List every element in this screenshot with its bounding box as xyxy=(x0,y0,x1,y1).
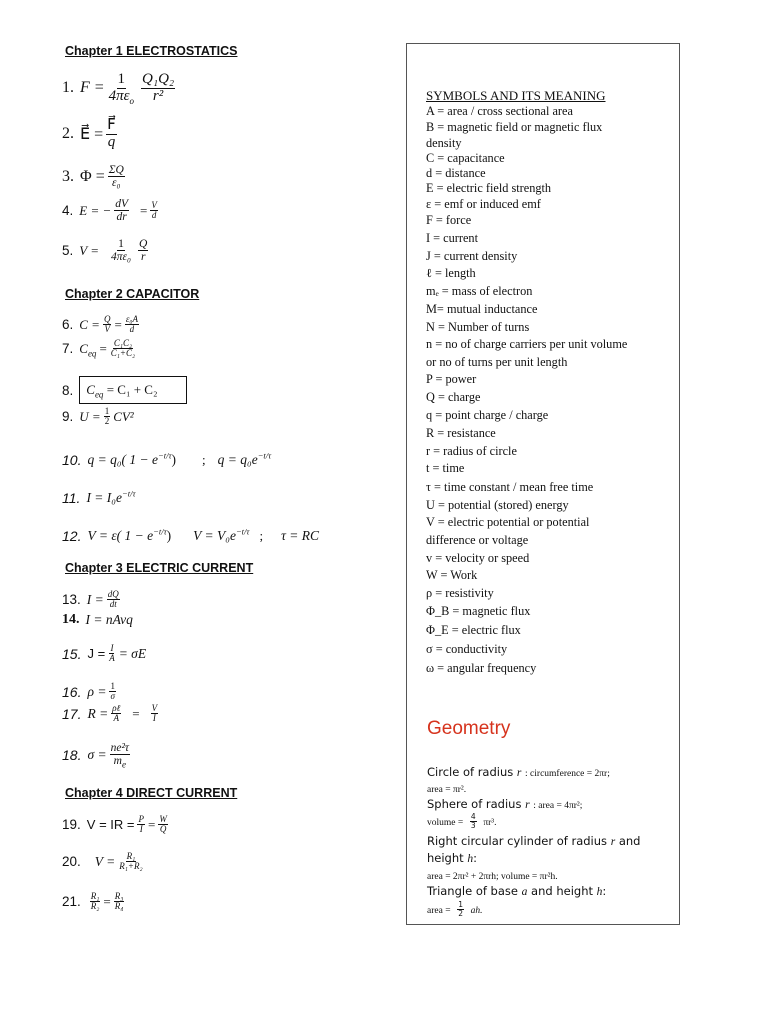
symbol-line: B = magnetic field or magnetic flux xyxy=(426,120,603,134)
formula-21: 21. $\frac{\text{R₁}}{\text{R₂}}$ = $\frac{\text{R₃}}{\text{R₄}}$ xyxy=(62,891,124,912)
symbol-line: M= mutual inductance xyxy=(426,302,538,316)
symbol-line: R = resistance xyxy=(426,426,496,440)
chapter-1-heading: Chapter 1 ELECTROSTATICS xyxy=(65,44,238,58)
fraction: $\frac{\text{Q₁Q₂}}{\text{r²}}$ xyxy=(142,71,175,104)
symbol-line: q = point charge / charge xyxy=(426,408,549,422)
symbol-line: I = current xyxy=(426,231,478,245)
formula-20: 20. V = $\frac{\text{R₁}}{\text{R₁+R₂}}$ xyxy=(62,851,143,872)
chapter-3-heading: Chapter 3 ELECTRIC CURRENT xyxy=(65,561,254,575)
symbols-title: SYMBOLS AND ITS MEANING xyxy=(426,88,606,103)
symbol-line: P = power xyxy=(426,372,477,386)
formula-3: 3. Φ = $\frac{\Sigma Q}{\text{ε₀}}$ xyxy=(62,164,124,190)
geometry-cylinder-height: height h: xyxy=(427,851,477,865)
symbol-line: r = radius of circle xyxy=(426,444,517,458)
fraction: $\frac{W}{Q}$ xyxy=(159,814,167,835)
formula-14: 14. I = nAvq xyxy=(62,612,133,627)
symbol-line: t = time xyxy=(426,461,465,475)
fraction: $\frac{\text{ε₀A}}{d}$ xyxy=(125,314,138,335)
symbol-line: U = potential (stored) energy xyxy=(426,498,569,512)
symbol-line: mₑ = mass of electron xyxy=(426,284,533,298)
symbol-line: J = current density xyxy=(426,249,518,263)
fraction: $\frac{1}{\text{4πε₀}}$ xyxy=(111,238,132,264)
geometry-triangle: Triangle of base a and height h: xyxy=(427,884,607,898)
formula-12: 12. V = ε( $1 - e^{-t/\tau}$) $V = V_0e^{-t/\tau}$ ; τ = RC xyxy=(62,526,320,544)
symbol-line: density xyxy=(426,136,462,150)
fraction: $\frac{dV}{dr}$ xyxy=(115,198,129,224)
formula-11: 11. $I = I_0e^{-t/\tau}$ xyxy=(62,488,136,506)
fraction: $\frac{I}{A}$ xyxy=(109,643,115,664)
geometry-cylinder: Right circular cylinder of radius r and xyxy=(427,834,641,848)
fraction: $\frac{\text{R₁}}{\text{R₁+R₂}}$ xyxy=(119,851,143,872)
fraction: $\frac{dQ}{dt}$ xyxy=(107,589,119,610)
formula-19: 19. V = IR = $\frac{P}{I}$ = $\frac{W}{Q}$ xyxy=(62,814,167,835)
formula-5: 5. V = $\frac{1}{\text{4πε₀}}$ $\frac{Q}{r}$ xyxy=(62,238,148,264)
symbol-line: ρ = resistivity xyxy=(426,586,494,600)
symbol-line: F = force xyxy=(426,213,472,227)
formula-18: 18. σ = $\frac{\text{ne²τ}}{m_e}$ xyxy=(62,742,130,770)
formula-17: 17. R = $\frac{\text{ρℓ}}{A}$ = $\frac{V}{I}$ xyxy=(62,703,158,724)
formula-4: 4. E = − $\frac{dV}{dr}$ = $\frac{V}{d}$ xyxy=(62,198,157,224)
fraction: $\frac{4}{3}$ xyxy=(470,812,476,830)
geometry-sphere-volume: volume = $\frac{4}{3}$ πr³. xyxy=(427,812,497,830)
formula-2: 2. E⃗ = $\frac{F⃗}{q}$ xyxy=(62,117,116,150)
symbol-line: V = electric potential or potential xyxy=(426,515,590,529)
fraction: $\frac{\text{ne²τ}}{m_e}$ xyxy=(110,742,130,770)
geometry-triangle-area: area = $\frac{1}{2}$ ah. xyxy=(427,900,483,918)
geometry-circle: Circle of radius r : circumference = 2πr; xyxy=(427,765,610,779)
symbol-line: Φ_E = electric flux xyxy=(426,623,521,637)
fraction: $\frac{1}{2}$ xyxy=(104,406,110,427)
formula-7: 7. $C_{eq}$ = $\frac{\text{C₁C₂}}{\text{C₁+C₂}}$ xyxy=(62,338,136,359)
geometry-title: Geometry xyxy=(427,718,511,739)
symbol-line: ℓ = length xyxy=(426,266,476,280)
fraction: $\frac{\text{R₁}}{\text{R₂}}$ xyxy=(90,891,100,912)
formula-6: 6. C = $\frac{Q}{V}$ = $\frac{\text{ε₀A}}{d}$ xyxy=(62,314,138,335)
symbol-line: v = velocity or speed xyxy=(426,551,530,565)
symbol-line: N = Number of turns xyxy=(426,320,530,334)
symbol-line: n = no of charge carriers per unit volume xyxy=(426,337,628,351)
formula-15: 15. J = $\frac{I}{A}$ = σE xyxy=(62,643,147,664)
symbol-line: Q = charge xyxy=(426,390,481,404)
formula-1: 1. F = $\frac{1}{4\pi\varepsilon_o}$ $\frac{\text{Q₁Q₂}}{\text{r²}}$ xyxy=(62,71,175,106)
fraction: $\frac{\Sigma Q}{\text{ε₀}}$ xyxy=(108,164,124,190)
formula-13: 13. I = $\frac{dQ}{dt}$ xyxy=(62,589,119,610)
formula-8: 8. $C_{eq} = C_1 + C_2$ xyxy=(62,376,187,404)
geometry-cylinder-formulas: area = 2πr² + 2πrh; volume = πr²h. xyxy=(427,872,558,882)
chapter-2-heading: Chapter 2 CAPACITOR xyxy=(65,287,200,301)
fraction: $\frac{F⃗}{q}$ xyxy=(107,117,116,150)
symbol-line: Φ_B = magnetic flux xyxy=(426,604,531,618)
symbol-line: or no of turns per unit length xyxy=(426,355,568,369)
formula-9: 9. U = $\frac{1}{2}$ CV² xyxy=(62,406,134,427)
boxed-formula: $C_{eq} = C_1 + C_2$ xyxy=(79,376,186,404)
fraction: $\frac{1}{\sigma}$ xyxy=(110,681,115,702)
fraction: $\frac{1}{2}$ xyxy=(458,900,463,918)
fraction: $\frac{V}{I}$ xyxy=(151,703,158,724)
symbol-line: τ = time constant / mean free time xyxy=(426,480,594,494)
fraction: $\frac{P}{I}$ xyxy=(138,814,144,835)
symbol-line: σ = conductivity xyxy=(426,642,508,656)
symbol-line: ω = angular frequency xyxy=(426,661,537,675)
fraction: $\frac{Q}{V}$ xyxy=(103,314,111,335)
fraction: $\frac{\text{ρℓ}}{A}$ xyxy=(112,703,121,724)
fraction: $\frac{\text{C₁C₂}}{\text{C₁+C₂}}$ xyxy=(110,338,136,359)
symbol-line: A = area / cross sectional area xyxy=(426,104,573,118)
geometry-circle-area: area = πr². xyxy=(427,785,467,795)
fraction: $\frac{\text{R₃}}{\text{R₄}}$ xyxy=(114,891,124,912)
symbol-line: W = Work xyxy=(426,568,478,582)
geometry-sphere: Sphere of radius r : area = 4πr²; xyxy=(427,797,583,811)
symbol-line: C = capacitance xyxy=(426,151,505,165)
symbol-line: E = electric field strength xyxy=(426,181,552,195)
chapter-4-heading: Chapter 4 DIRECT CURRENT xyxy=(65,786,238,800)
symbol-line: d = distance xyxy=(426,166,486,180)
fraction: $\frac{V}{d}$ xyxy=(151,199,157,221)
symbols-panel xyxy=(406,43,680,925)
symbol-line: ε = emf or induced emf xyxy=(426,197,541,211)
formula-16: 16. ρ = $\frac{1}{\sigma}$ xyxy=(62,681,115,702)
fraction: $\frac{1}{4\pi\varepsilon_o}$ xyxy=(108,71,135,106)
symbol-line: difference or voltage xyxy=(426,533,529,547)
fraction: $\frac{Q}{r}$ xyxy=(139,238,148,264)
formula-10: 10. q = q₀( $1 - e^{-t/\tau}$) ; $q = q_0e^{-t/\tau}$ xyxy=(62,450,272,468)
